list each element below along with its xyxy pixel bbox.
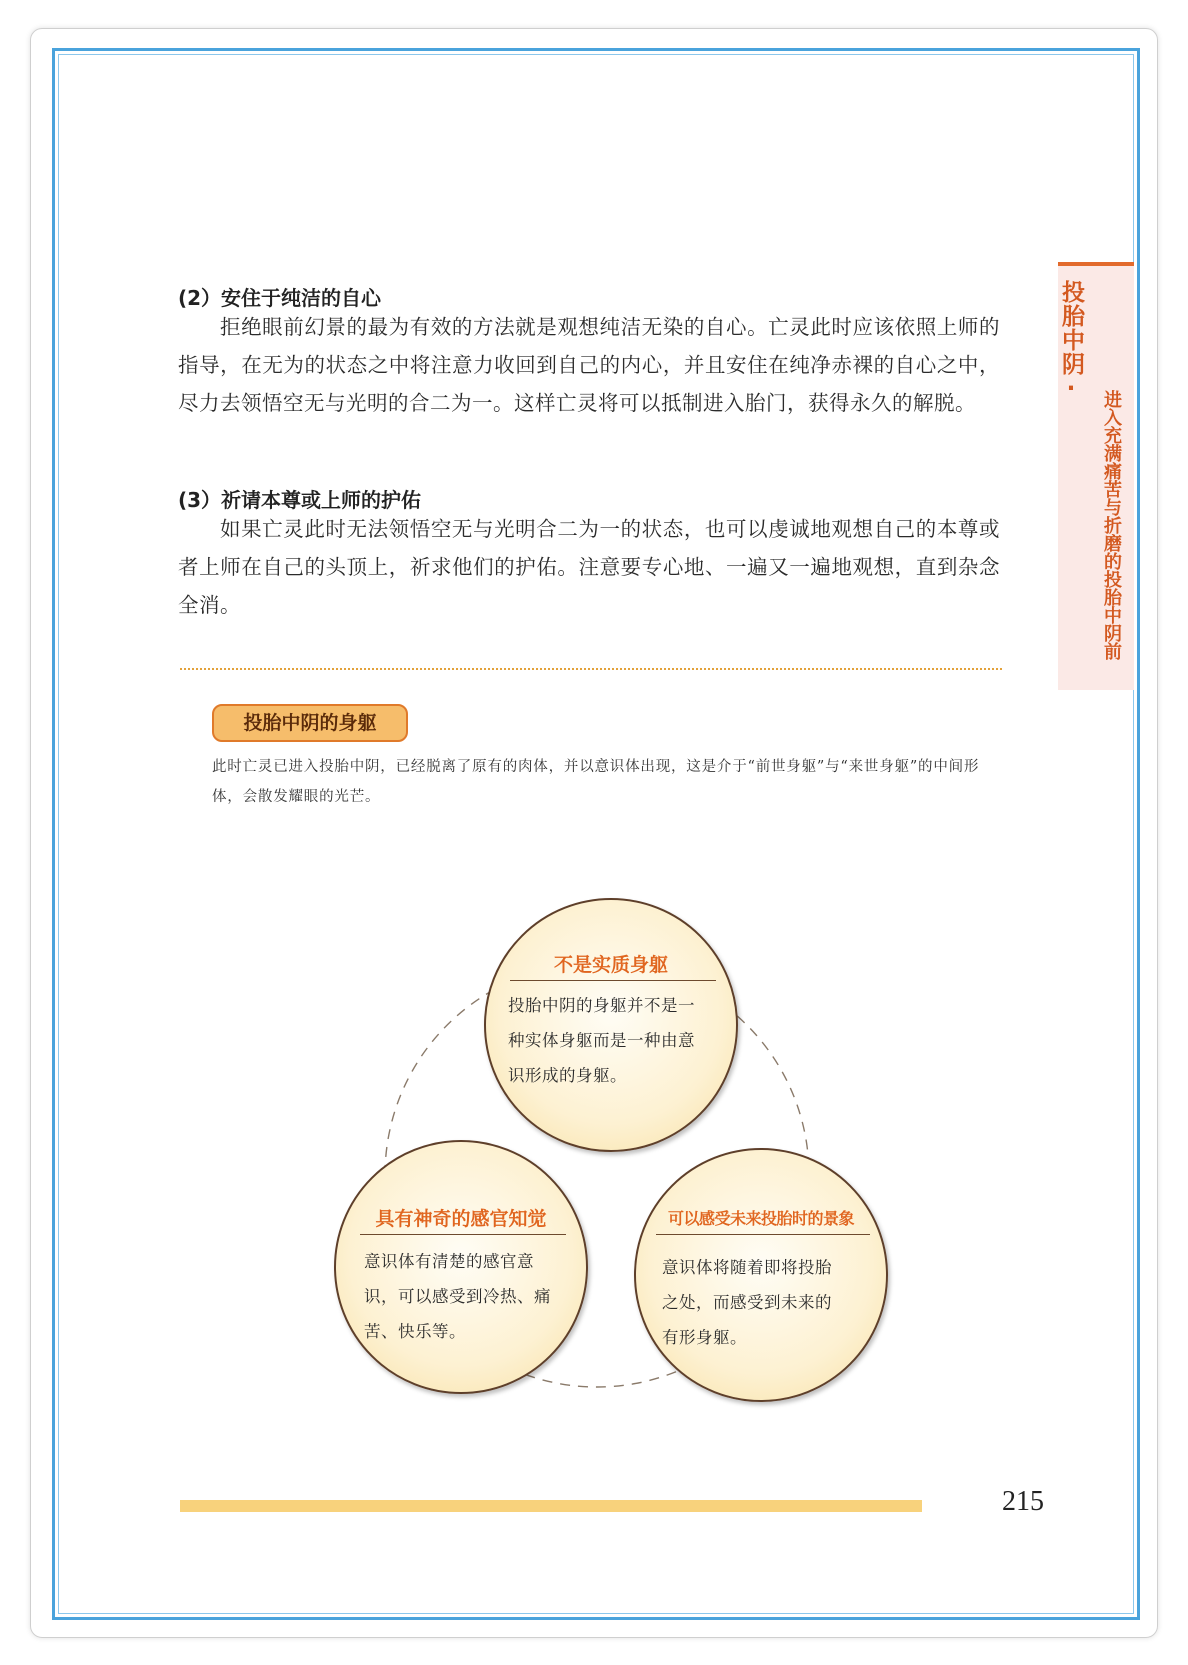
circle-right-line: 之处，而感受到未来的 xyxy=(662,1293,832,1312)
chapter-side-tab xyxy=(1058,262,1134,690)
dotted-divider xyxy=(180,668,1002,670)
circle-top-rule xyxy=(510,980,716,981)
circle-top-line: 投胎中阴的身躯并不是一 xyxy=(508,996,695,1015)
circle-left-rule xyxy=(360,1234,566,1235)
circle-right-line: 有形身躯。 xyxy=(662,1328,747,1347)
circle-right-text xyxy=(662,1250,832,1355)
circle-right-title: 可以感受未来投胎时的景象 xyxy=(667,1209,854,1228)
circle-right-line: 意识体将随着即将投胎 xyxy=(662,1258,832,1277)
circle-left-title: 具有神奇的感官知觉 xyxy=(375,1208,547,1230)
circle-top-title: 不是实质身躯 xyxy=(553,954,668,976)
circle-left-line: 意识体有清楚的感官意 xyxy=(364,1252,534,1271)
section-intro: 此时亡灵已进入投胎中阴，已经脱离了原有的肉体，并以意识体出现，这是介于“前世身躯”与“来世身躯”的中间形体，会散发耀眼的光芒。 xyxy=(212,759,980,805)
side-tab-chapter: 投胎中阴· xyxy=(1058,280,1084,403)
section-2-heading: (2）安住于纯洁的自心 xyxy=(178,286,382,310)
circle-top-line: 种实体身躯而是一种由意 xyxy=(508,1031,695,1050)
circle-top-text xyxy=(508,988,695,1093)
section-2-body: 拒绝眼前幻景的最为有效的方法就是观想纯洁无染的自心。亡灵此时应该依照上师的指导，在无为的状态之中将注意力收回到自己的内心，并且安住在纯净赤裸的自心之中，尽力去领悟空无与光明的合二为一。这样亡灵将可以抵制进入胎门，获得永久的解脱。 xyxy=(178,315,1000,415)
circle-top xyxy=(484,898,738,1152)
page-number: 215 xyxy=(1002,1486,1044,1517)
circle-left-line: 识，可以感受到冷热、痛 xyxy=(364,1287,551,1306)
circle-left xyxy=(334,1140,588,1394)
circle-top-line: 识形成的身躯。 xyxy=(508,1066,627,1085)
section-badge: 投胎中阴的身躯 xyxy=(212,704,408,742)
circle-right xyxy=(634,1148,888,1402)
circle-left-text xyxy=(364,1244,551,1349)
side-tab-subtitle: 进入充满痛苦与折磨的投胎中阴前 xyxy=(1101,390,1122,660)
circle-right-rule xyxy=(656,1234,870,1235)
circle-left-line: 苦、快乐等。 xyxy=(364,1322,466,1341)
section-3-body: 如果亡灵此时无法领悟空无与光明合二为一的状态，也可以虔诚地观想自己的本尊或者上师在自己的头顶上，祈求他们的护佑。注意要专心地、一遍又一遍地观想，直到杂念全消。 xyxy=(178,517,1000,617)
footer-bar xyxy=(180,1500,922,1512)
section-3-heading: (3）祈请本尊或上师的护佑 xyxy=(178,488,422,512)
